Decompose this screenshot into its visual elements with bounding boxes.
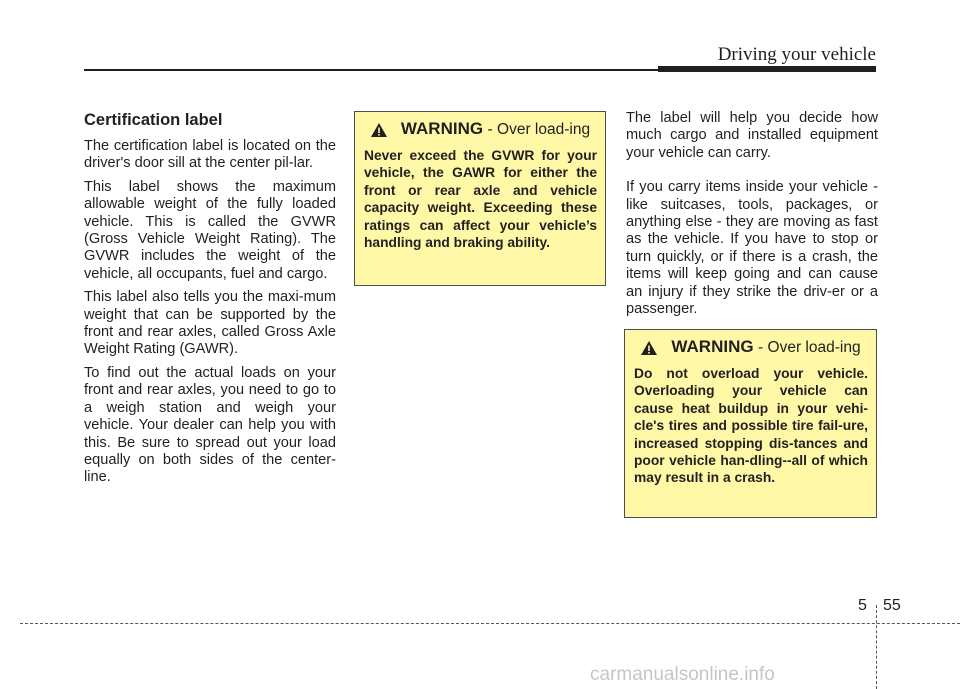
paragraph: To find out the actual loads on your front and rear axles, you need to go to a weigh station and weigh your vehicle. Your dealer can help you with this. Be sure to spread out your load equally on both sides of the center-line. (84, 364, 336, 486)
footer-divider (876, 605, 877, 689)
warning-word: WARNING (671, 337, 754, 356)
warning-triangle-icon (370, 122, 392, 138)
paragraph: If you carry items inside your vehicle - like suitcases, tools, packages, or anything else - they are moving as fast as the vehicle. If you have to stop or turn quickly, or if there is a crash, the items will keep going and can cause an injury if they strike the driv-er or a passenger. (626, 179, 878, 318)
footer-rule (20, 623, 960, 624)
certification-label-heading: Certification label (84, 111, 223, 129)
warning-box-overloading (624, 329, 877, 518)
paragraph: The certification label is located on the driver's door sill at the center pil-lar. (84, 138, 336, 172)
header-bar (658, 66, 876, 72)
page-number: 55 (883, 597, 901, 614)
warning-title (634, 338, 868, 357)
warning-box-gvwr (354, 111, 606, 286)
warning-subtitle: - Over load-ing (758, 339, 861, 356)
right-column (626, 110, 878, 335)
warning-body: Never exceed the GVWR for your vehicle, the GAWR for either the front or rear axle and vehicle capacity weight. Exceeding these ratings can affect your vehicle’s handling and braking ability. (364, 148, 597, 251)
warning-word: WARNING (400, 119, 484, 138)
left-column (84, 110, 336, 493)
paragraph: This label shows the maximum allowable weight of the fully loaded vehicle. This is called the GVWR (Gross Vehicle Weight Rating). The GVWR includes the weight of the vehicle, all occupants, fuel and cargo. (84, 178, 336, 282)
warning-subtitle: - Over load-ing (487, 121, 591, 138)
paragraph: This label also tells you the maxi-mum weight that can be supported by the front and rear axles, called Gross Axle Weight Rating (GAWR). (84, 289, 336, 358)
chapter-number: 5 (858, 597, 867, 614)
paragraph: The label will help you decide how much cargo and installed equipment your vehicle can carry. (626, 110, 878, 161)
watermark: carmanualsonline.info (590, 664, 775, 685)
warning-triangle-icon (640, 340, 662, 356)
header-rule (84, 69, 659, 71)
warning-title (364, 120, 597, 139)
warning-body: Do not overload your vehicle. Overloading your vehicle can cause heat buildup in your vehi-cle's tires and possible tire fail-ure, increased stopping dis-tances and poor vehicle han-dling--all of which may result in a crash. (634, 366, 868, 486)
section-title: Driving your vehicle (717, 44, 876, 65)
